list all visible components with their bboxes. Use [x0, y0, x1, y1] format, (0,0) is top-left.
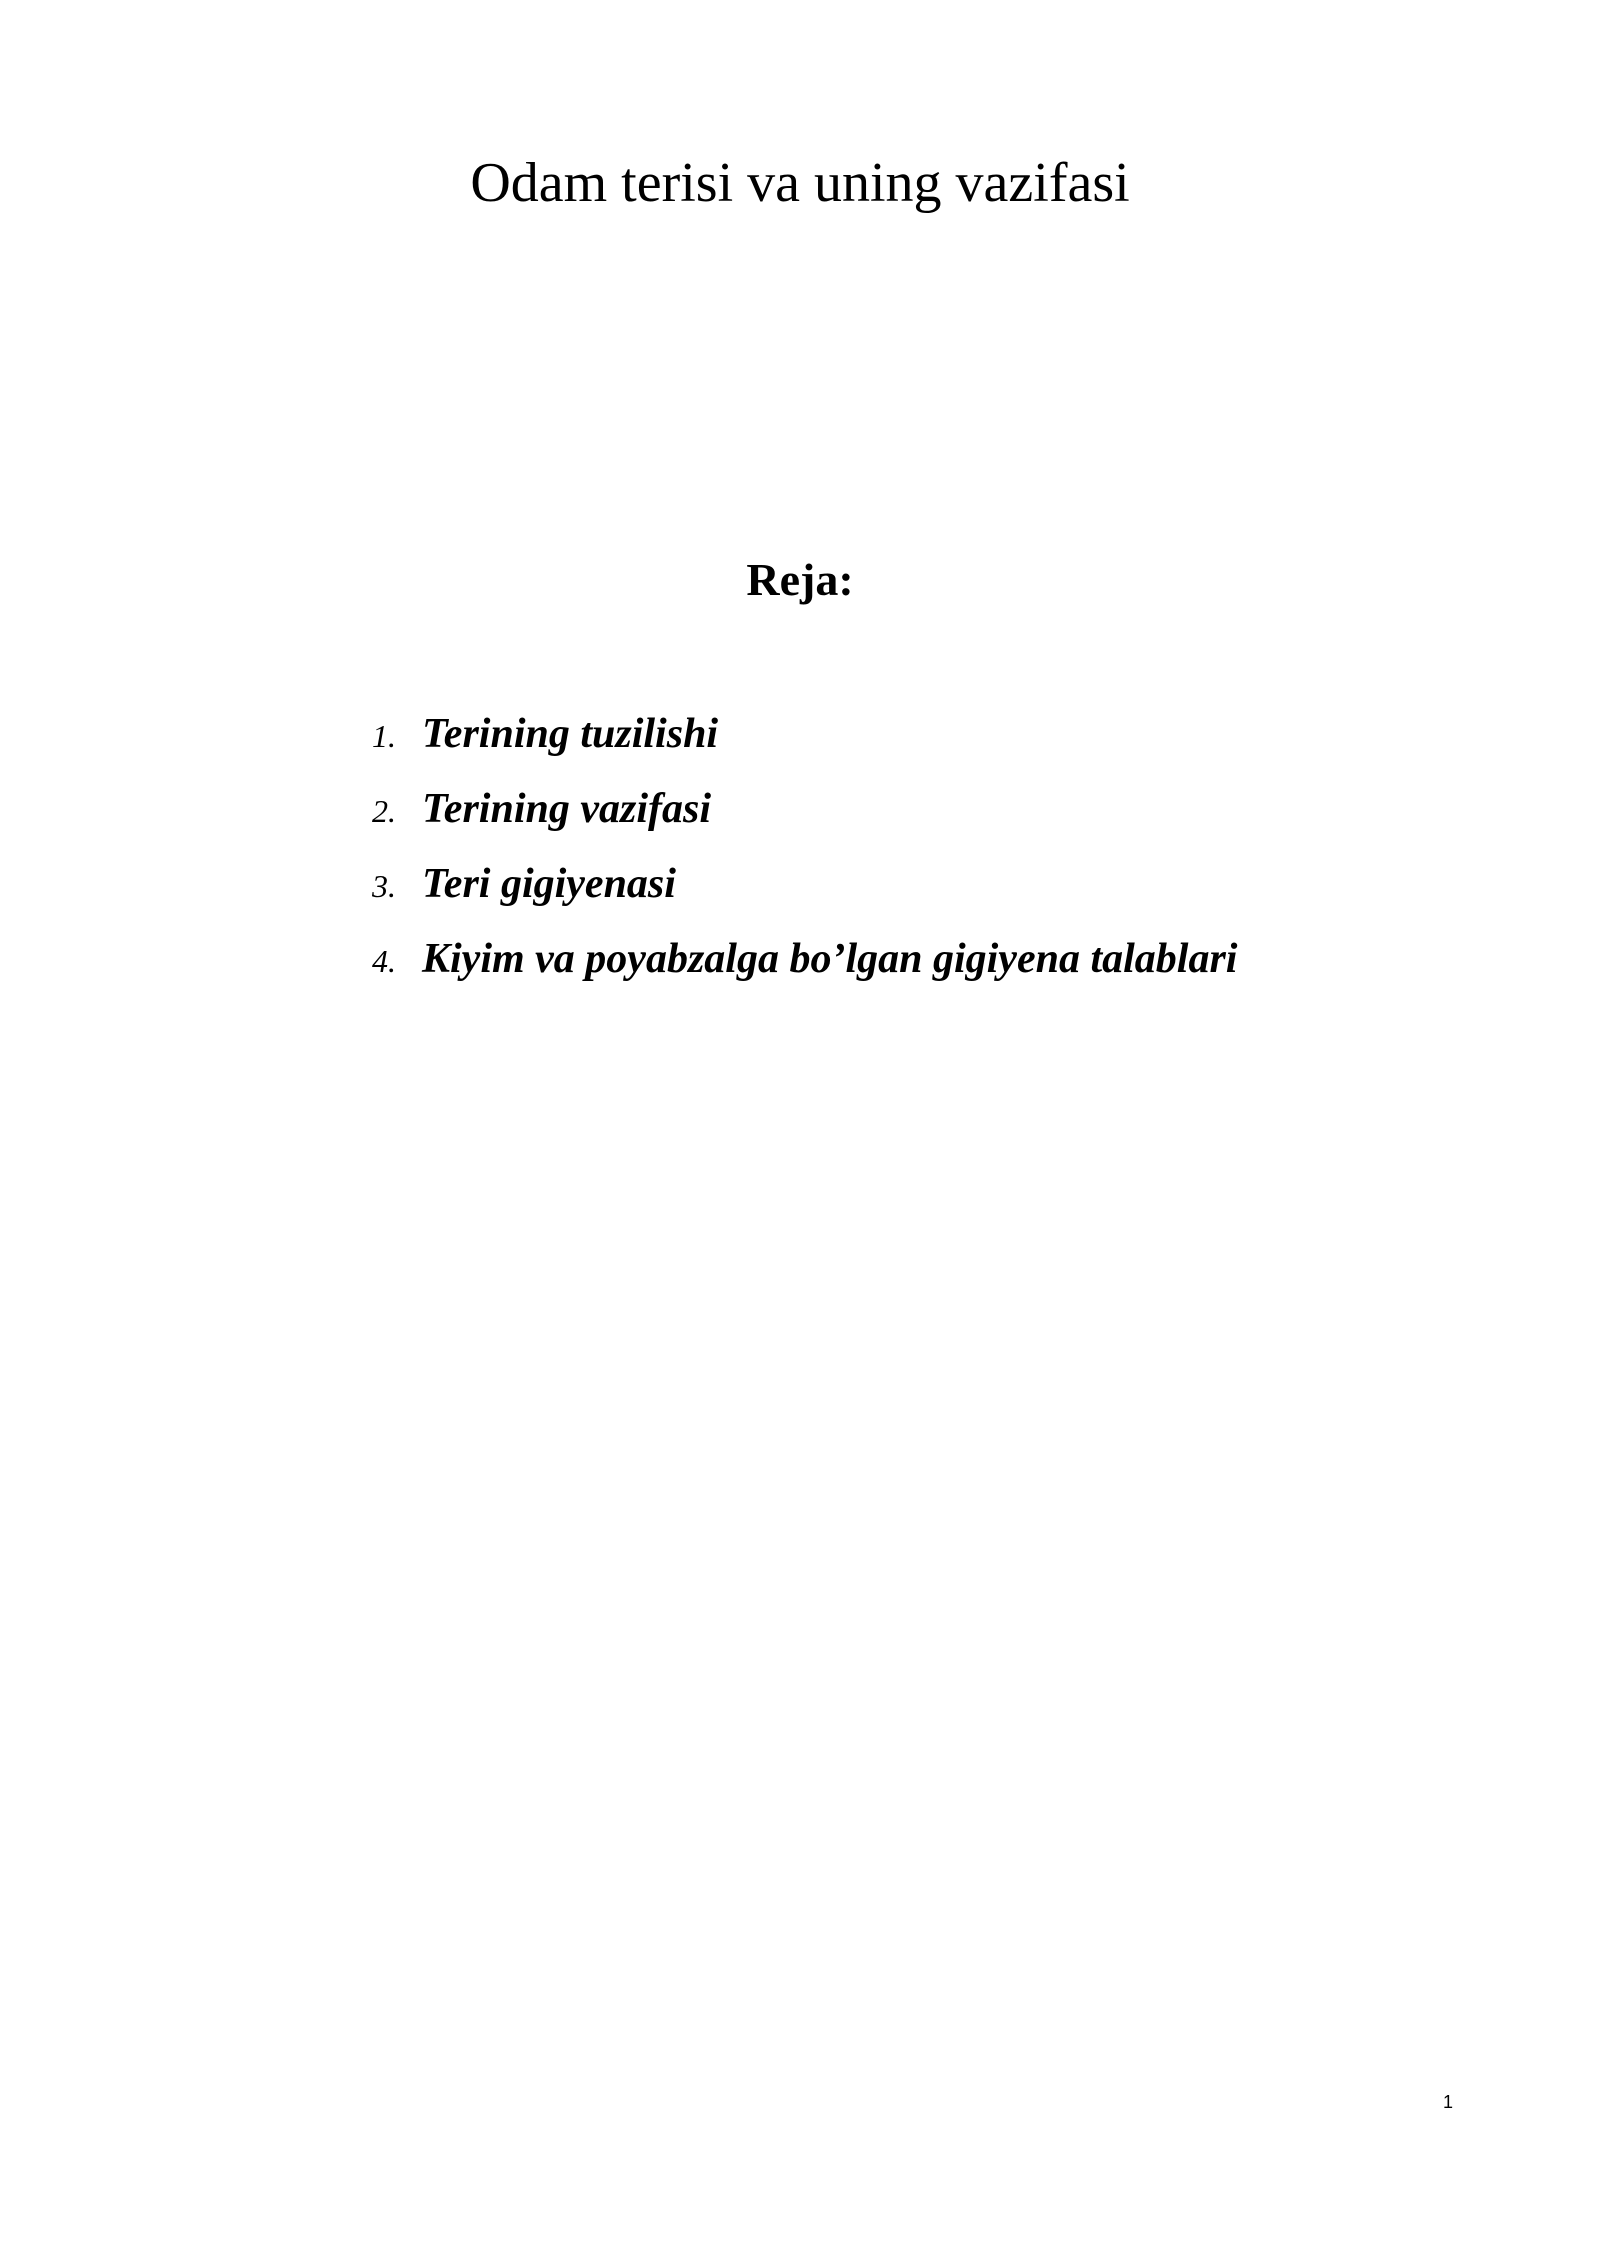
page-number: 1 — [1443, 2092, 1454, 2112]
plan-item — [372, 935, 1237, 1010]
plan-heading: Reja: — [746, 554, 854, 605]
plan-item — [372, 860, 1237, 935]
plan-item-number: 1. — [372, 718, 396, 754]
document-title: Odam terisi va uning vazifasi — [470, 152, 1130, 214]
plan-list — [372, 710, 1237, 1010]
plan-item — [372, 785, 1237, 860]
plan-item-number: 4. — [372, 943, 396, 979]
plan-item-text: Kiyim va poyabzalga bo’lgan gigiyena talablari — [422, 936, 1238, 982]
plan-item-text: Teri gigiyenasi — [422, 861, 676, 907]
plan-item — [372, 710, 1237, 785]
plan-item-number: 3. — [372, 868, 396, 904]
plan-item-text: Terining vazifasi — [422, 786, 711, 832]
plan-item-number: 2. — [372, 793, 396, 829]
plan-item-text: Terining tuzilishi — [422, 711, 719, 757]
